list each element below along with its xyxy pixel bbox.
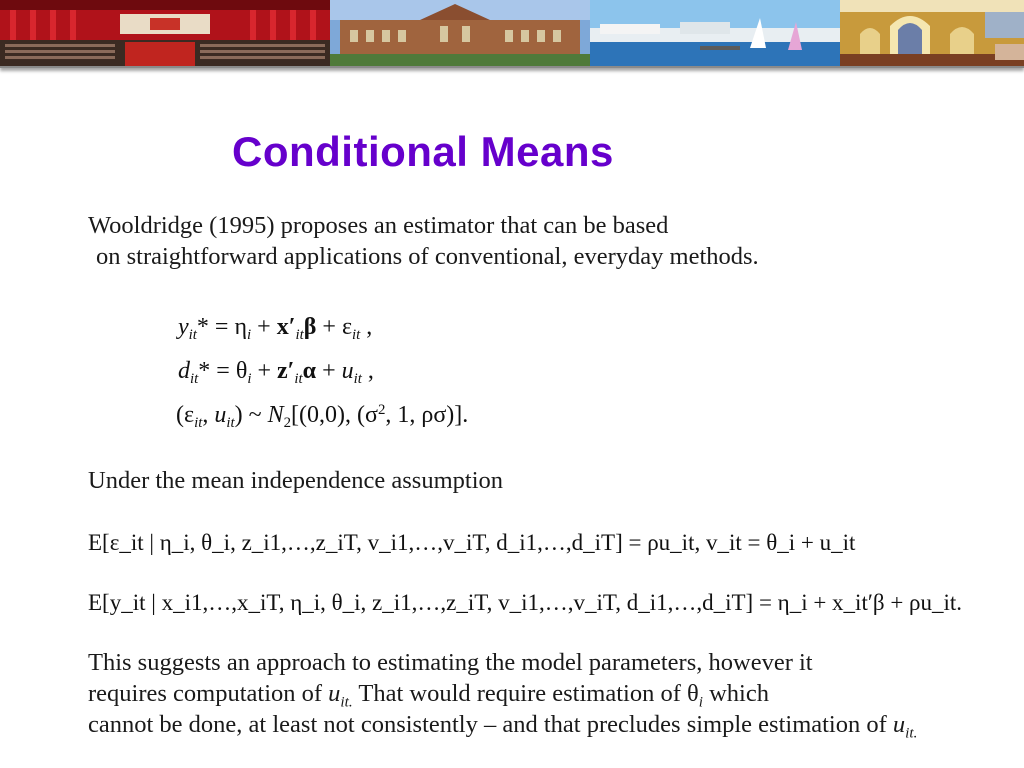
intro-line-2: on straightforward applications of conventional, everyday methods.	[96, 243, 759, 270]
equation-distribution: ($\varepsilon_{it}$, $u_{it}$) ~ $N_2[(0,0)$, ($\sigma^2$, 1, ρσ)].	[176, 401, 469, 432]
equation-y: $y_{it}* = \eta_i + x'_{it}\beta + \varepsilon_{it}$ ,	[178, 314, 373, 344]
closing-line-3: cannot be done, at least not consistently – and that precludes simple estimation of $u_{it.}$	[88, 711, 918, 742]
photo-banner	[0, 0, 1024, 68]
banner-harbour	[590, 0, 840, 66]
banner-auditorium	[0, 0, 330, 66]
intro-line-1: Wooldridge (1995) proposes an estimator that can be based	[88, 212, 669, 239]
conditional-expectation-y: E[y_it | x_i1,…,x_iT, η_i, θ_i, z_i1,…,z_iT, v_i1,…,v_iT, d_i1,…,d_iT] = η_i + x_it′β + ρu_it.	[88, 590, 963, 615]
closing-line-2: requires computation of $u_{it.}$ That would require estimation of $\theta_i$ which	[88, 680, 769, 711]
equation-d: $d_{it}* = \theta_i + z'_{it}\alpha + u_{it}$ ,	[178, 358, 374, 388]
slide-title: Conditional Means	[232, 128, 614, 175]
banner-building	[330, 0, 590, 66]
conditional-expectation-epsilon: E[ε_it | η_i, θ_i, z_i1,…,z_iT, v_i1,…,v_iT, d_i1,…,d_iT] = ρu_it, v_it = θ_i + u_it	[88, 530, 856, 555]
assumption-text: Under the mean independence assumption	[88, 467, 504, 494]
banner-chapel	[840, 0, 1024, 66]
closing-line-1: This suggests an approach to estimating the model parameters, however it	[88, 649, 813, 676]
